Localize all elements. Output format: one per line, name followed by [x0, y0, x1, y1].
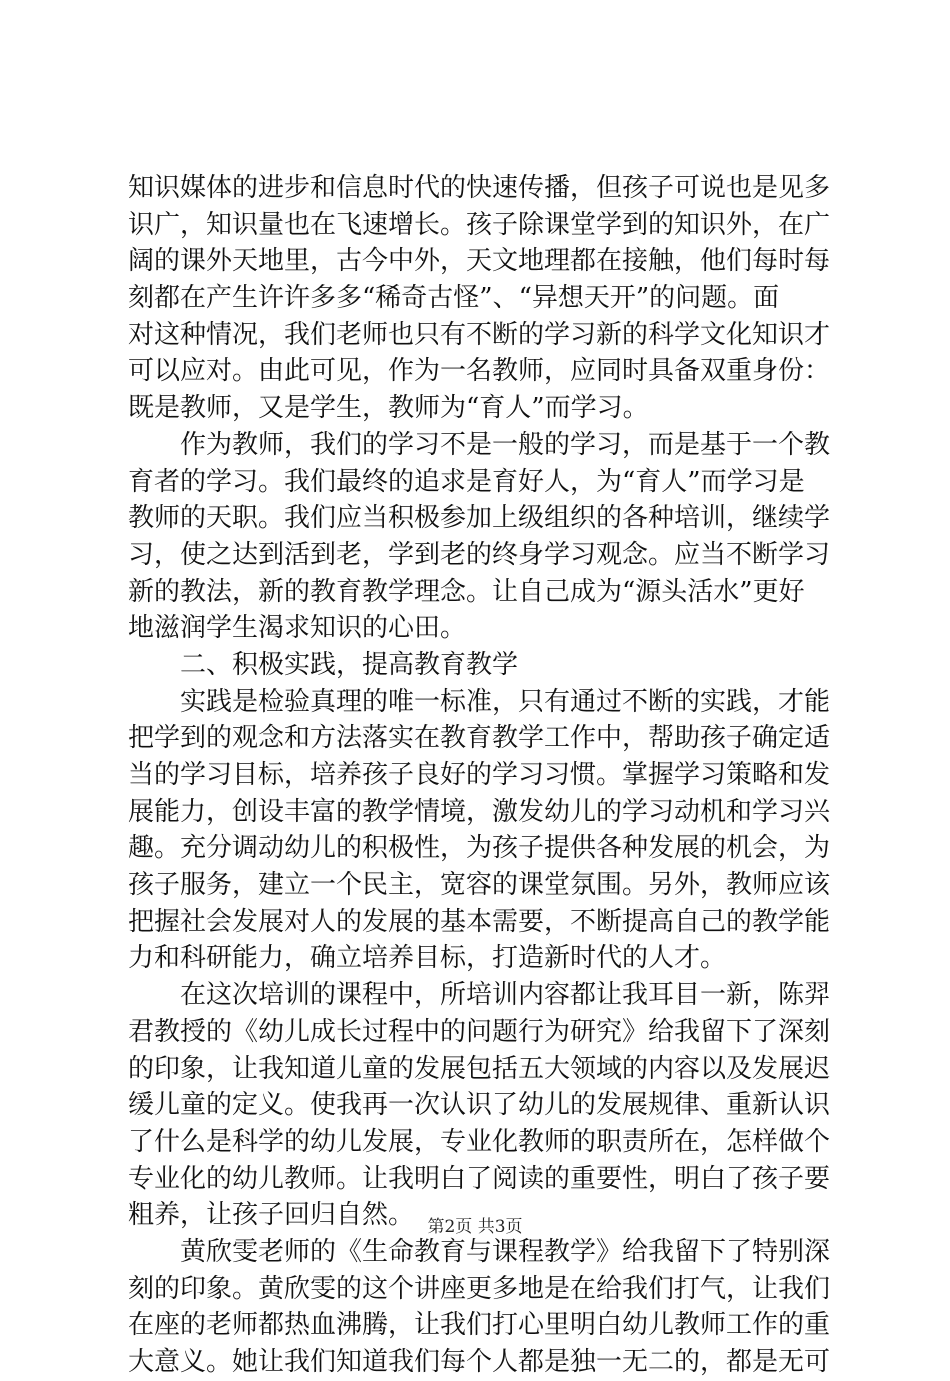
text-line: 可以应对。由此可见，作为一名教师，应同时具备双重身份：	[128, 356, 831, 387]
text-line: 习，使之达到活到老，学到老的终身学习观念。应当不断学习	[128, 539, 831, 570]
text-line: 刻都在产生许许多多“稀奇古怪”、“异想天开”的问题。面	[128, 283, 780, 314]
text-line: 对这种情况，我们老师也只有不断的学习新的科学文化知识才	[128, 319, 831, 350]
text-line: 实践是检验真理的唯一标准，只有通过不断的实践，才能	[128, 686, 831, 717]
text-line: 教师的天职。我们应当积极参加上级组织的各种培训，继续学	[128, 503, 831, 534]
text-line: 专业化的幼儿教师。让我明白了阅读的重要性，明白了孩子要	[128, 1163, 831, 1194]
text-line: 君教授的《幼儿成长过程中的问题行为研究》给我留下了深刻	[128, 1016, 831, 1047]
text-line: 在座的老师都热血沸腾，让我们打心里明白幼儿教师工作的重	[128, 1310, 831, 1341]
text-line: 粗养，让孩子回归自然。	[128, 1200, 415, 1231]
text-line: 黄欣雯老师的《生命教育与课程教学》给我留下了特别深	[128, 1236, 831, 1267]
text-line: 了什么是科学的幼儿发展，专业化教师的职责所在，怎样做个	[128, 1126, 831, 1157]
text-line: 展能力，创设丰富的教学情境，激发幼儿的学习动机和学习兴	[128, 796, 831, 827]
text-line: 新的教法，新的教育教学理念。让自己成为“源头活水”更好	[128, 576, 805, 607]
text-line: 当的学习目标，培养孩子良好的学习习惯。掌握学习策略和发	[128, 760, 831, 790]
text-line: 既是教师，又是学生，教师为“育人”而学习。	[128, 393, 649, 424]
text-line: 力和科研能力，确立培养目标，打造新时代的人才。	[128, 943, 727, 974]
document-body	[128, 170, 831, 1381]
text-line: 在这次培训的课程中，所培训内容都让我耳目一新，陈羿	[128, 980, 831, 1011]
page-footer: 第2页 共3页	[427, 1217, 523, 1237]
text-line: 育者的学习。我们最终的追求是育好人，为“育人”而学习是	[128, 466, 805, 497]
text-line: 地滋润学生渴求知识的心田。	[128, 613, 467, 644]
text-line: 趣。充分调动幼儿的积极性，为孩子提供各种发展的机会，为	[128, 833, 831, 864]
text-line: 知识媒体的进步和信息时代的快速传播，但孩子可说也是见多	[128, 173, 831, 203]
text-line: 的印象，让我知道儿童的发展包括五大领域的内容以及发展迟	[128, 1053, 831, 1084]
text-line: 作为教师，我们的学习不是一般的学习，而是基于一个教	[128, 429, 831, 460]
text-line: 把握社会发展对人的发展的基本需要，不断提高自己的教学能	[128, 906, 831, 937]
section-heading: 二、积极实践，提高教育教学	[128, 649, 519, 680]
text-line: 识广，知识量也在飞速增长。孩子除课堂学到的知识外，在广	[128, 209, 831, 240]
text-line: 缓儿童的定义。使我再一次认识了幼儿的发展规律、重新认识	[128, 1090, 831, 1121]
text-line: 阔的课外天地里，古今中外，天文地理都在接触，他们每时每	[128, 246, 831, 277]
text-line: 把学到的观念和方法落实在教育教学工作中，帮助孩子确定适	[128, 723, 831, 754]
text-line: 大意义。她让我们知道我们每个人都是独一无二的，都是无可	[128, 1347, 831, 1377]
text-line: 刻的印象。黄欣雯的这个讲座更多地是在给我们打气，让我们	[128, 1273, 831, 1304]
text-line: 孩子服务，建立一个民主，宽容的课堂氛围。另外，教师应该	[128, 870, 831, 901]
